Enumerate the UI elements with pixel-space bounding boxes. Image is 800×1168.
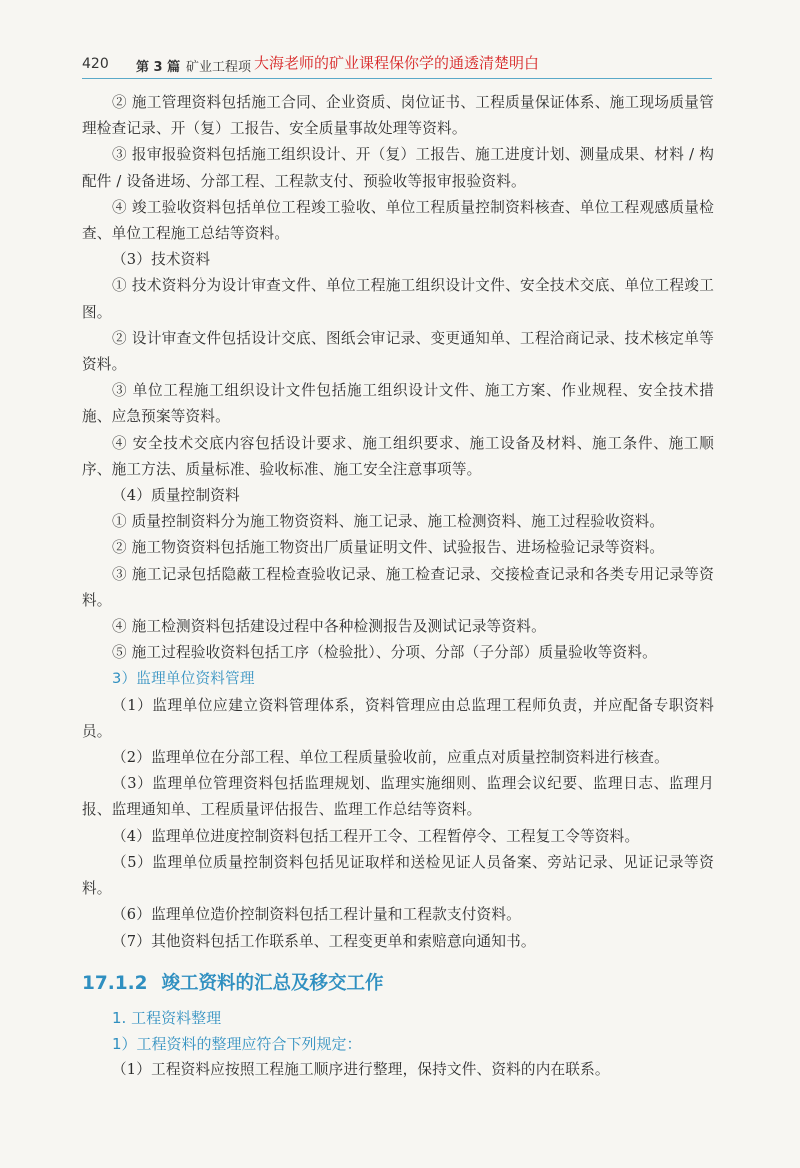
subsection-heading: 1. 工程资料整理 (112, 1008, 222, 1027)
paragraph: ③ 报审报验资料包括施工组织设计、开（复）工报告、施工进度计划、测量成果、材料 / 构配件 / 设备进场、分部工程、工程款支付、预验收等报审报验资料。 (82, 146, 714, 190)
header-divider (82, 78, 712, 79)
section-number: 17.1.2 (82, 972, 148, 994)
paragraph: （4）监理单位进度控制资料包括工程开工令、工程暂停令、工程复工令等资料。 (112, 827, 640, 845)
subsubsection-heading: 1）工程资料的整理应符合下列规定： (112, 1034, 362, 1053)
section-heading (82, 969, 714, 999)
subheading: （3）技术资料 (112, 251, 211, 269)
paragraph: ② 施工管理资料包括施工合同、企业资质、岗位证书、工程质量保证体系、施工现场质量管理检查记录、开（复）工报告、安全质量事故处理等资料。 (82, 94, 714, 138)
paragraph: ② 施工物资资料包括施工物资出厂质量证明文件、试验报告、进场检验记录等资料。 (112, 539, 665, 557)
paragraph: （7）其他资料包括工作联系单、工程变更单和索赔意向通知书。 (112, 932, 536, 950)
paragraph: ① 技术资料分为设计审查文件、单位工程施工组织设计文件、安全技术交底、单位工程竣工图。 (82, 277, 714, 321)
watermark-text: 大海老师的矿业课程保你学的通透清楚明白 (254, 54, 540, 72)
subheading-supervision: 3）监理单位资料管理 (112, 670, 255, 688)
paragraph: ① 质量控制资料分为施工物资资料、施工记录、施工检测资料、施工过程验收资料。 (112, 513, 665, 531)
chapter-label: 矿业工程项 (186, 60, 252, 75)
paragraph: ④ 竣工验收资料包括单位工程竣工验收、单位工程质量控制资料核查、单位工程观感质量检查、单位工程施工总结等资料。 (82, 198, 714, 243)
paragraph: ④ 施工检测资料包括建设过程中各种检测报告及测试记录等资料。 (112, 618, 546, 636)
page-number: 420 (82, 56, 109, 72)
page-body (82, 90, 714, 1083)
paragraph: （1）工程资料应按照工程施工顺序进行整理，保持文件、资料的内在联系。 (112, 1060, 610, 1078)
paragraph: （2）监理单位在分部工程、单位工程质量验收前，应重点对质量控制资料进行核查。 (112, 749, 669, 767)
paragraph: ③ 施工记录包括隐蔽工程检查验收记录、施工检查记录、交接检查记录和各类专用记录等资料。 (82, 565, 714, 609)
page-header (82, 52, 712, 78)
paragraph: （5）监理单位质量控制资料包括见证取样和送检见证人员备案、旁站记录、见证记录等资料。 (82, 853, 714, 898)
paragraph: ④ 安全技术交底内容包括设计要求、施工组织要求、施工设备及材料、施工条件、施工顺序、施工方法、质量标准、验收标准、施工安全注意事项等。 (82, 434, 714, 478)
paragraph: （1）监理单位应建立资料管理体系，资料管理应由总监理工程师负责，并应配备专职资料员。 (82, 696, 714, 740)
paragraph: ⑤ 施工过程验收资料包括工序（检验批）、分项、分部（子分部）质量验收等资料。 (112, 644, 657, 662)
section-title: 竣工资料的汇总及移交工作 (161, 972, 384, 994)
paragraph: ② 设计审查文件包括设计交底、图纸会审记录、变更通知单、工程洽商记录、技术核定单等资料。 (82, 329, 714, 374)
subheading: （4）质量控制资料 (112, 487, 240, 505)
paragraph: （3）监理单位管理资料包括监理规划、监理实施细则、监理会议纪要、监理日志、监理月报、监理通知单、工程质量评估报告、监理工作总结等资料。 (82, 775, 714, 819)
paragraph: （6）监理单位造价控制资料包括工程计量和工程款支付资料。 (112, 906, 521, 924)
paragraph: ③ 单位工程施工组织设计文件包括施工组织设计文件、施工方案、作业规程、安全技术措施、应急预案等资料。 (82, 382, 714, 426)
part-label: 第 3 篇 (136, 60, 181, 75)
